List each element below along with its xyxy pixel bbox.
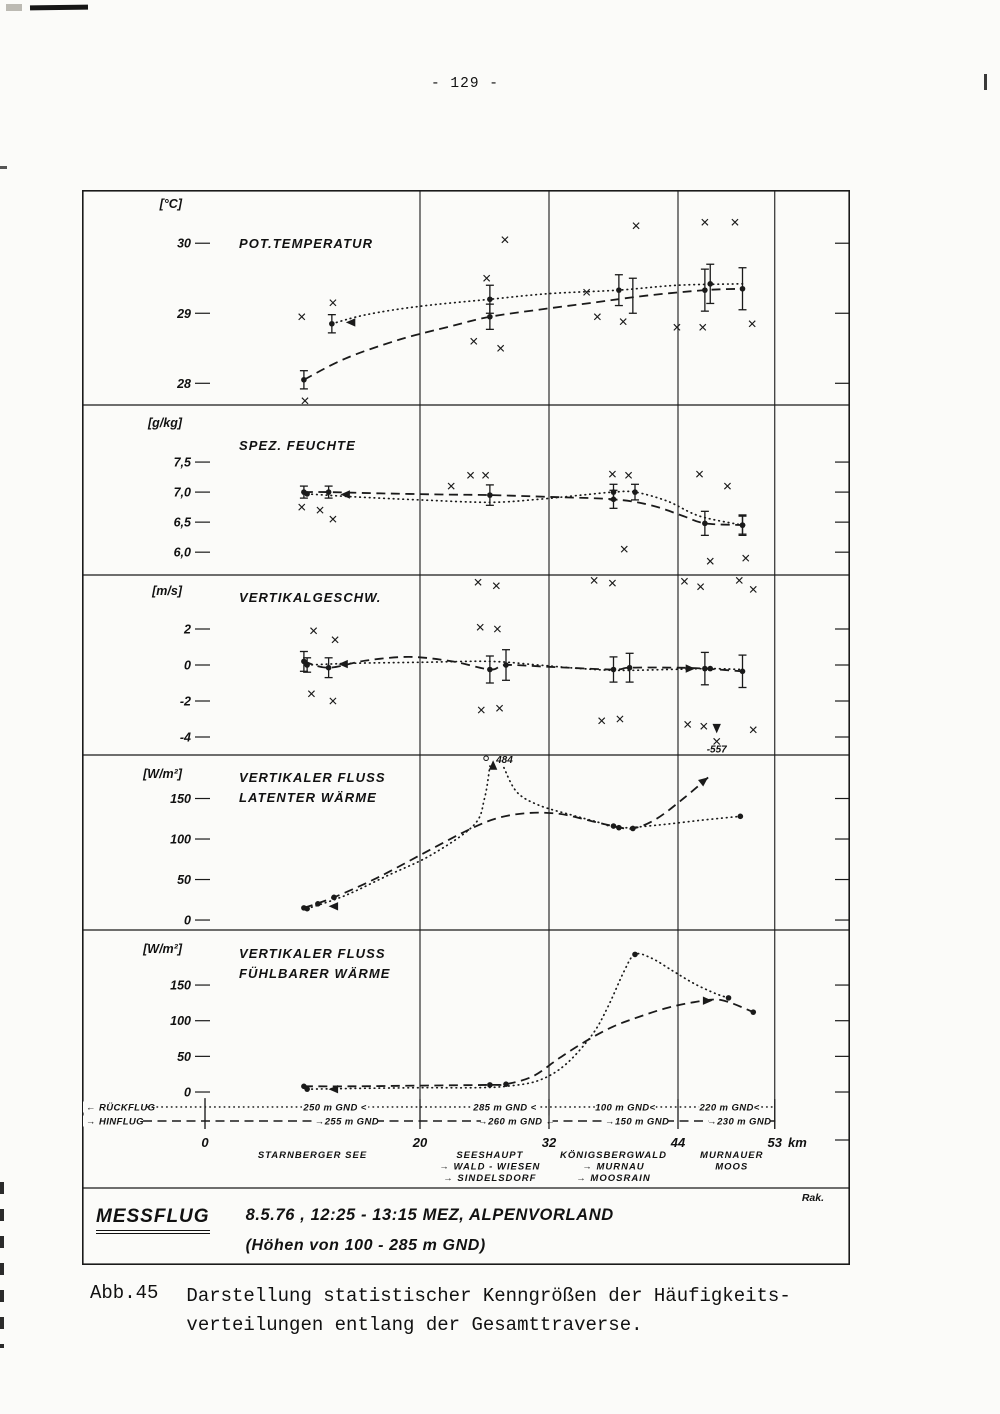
location-label [560,1150,667,1184]
axis-unit-label: [m/s] [152,584,182,598]
panel-pot-temperatur [159,197,849,404]
legend-label: 100 m GND< [595,1102,656,1114]
caption-label: Abb.45 [90,1282,159,1304]
series-hinflug [301,997,756,1090]
messflug-block [96,1206,614,1255]
caption-line2: verteilungen entlang der Gesamttraverse. [186,1313,643,1336]
x-axis-unit: km [788,1135,807,1150]
x-axis-tick-label: 32 [541,1135,557,1150]
legend-label: →150 m GND [605,1116,670,1128]
caption-line1: Darstellung statistischer Kenngrößen der Häufigkeits- [186,1285,791,1307]
data-point [702,521,708,527]
location-line: → WALD - WIESEN [439,1161,541,1173]
data-point [487,492,493,498]
data-point [487,314,493,320]
data-point [627,665,633,671]
figure-plot [82,190,850,1265]
panel-title: LATENTER WÄRME [239,790,377,805]
location-line: → MOOSRAIN [576,1173,651,1184]
panel-title: VERTIKALGESCHW. [239,590,382,605]
y-tick-label: 150 [170,792,191,807]
panel-spez-feuchte [82,405,850,564]
scan-artifact [0,1182,4,1348]
series-line [304,289,743,380]
data-point [487,667,493,673]
series-line [307,766,490,909]
data-point [611,667,617,673]
location-line: KÖNIGSBERGWALD [560,1150,667,1161]
annotation-484 [484,755,513,769]
scan-artifact [6,4,22,11]
location-label [700,1150,763,1173]
messflug-details [246,1206,614,1255]
data-point [740,286,746,292]
arrowhead-up-right [698,774,711,786]
y-tick-label: 29 [177,306,191,321]
y-tick-label: 50 [177,873,191,888]
data-point [304,491,310,497]
x-axis-tick-label: 20 [412,1135,428,1150]
data-point [740,522,746,528]
data-point [304,906,310,912]
legend-label: →255 m GND [314,1116,379,1128]
caption-text [186,1282,790,1339]
data-point [726,995,732,1001]
series-rueckflug [304,766,743,911]
arrowhead-down [713,724,721,734]
data-point [329,321,335,327]
figure-abb45 [82,190,850,1265]
location-line: STARNBERGER SEE [257,1150,368,1161]
data-point [304,1086,310,1092]
panel-title: POT.TEMPERATUR [239,236,374,251]
arrowhead-left [329,902,339,910]
y-tick-label: 150 [170,978,191,993]
arrowhead-left [346,318,356,326]
annotation--557 [707,724,727,756]
data-point [616,825,622,831]
axis-unit-label: [W/m²] [143,767,182,781]
y-tick-label: -2 [179,694,191,709]
x-axis-tick-label: 53 [767,1135,782,1150]
y-tick-label: 7,0 [173,485,191,500]
location-label [258,1150,367,1161]
series-rueckflug [304,484,746,534]
data-point [707,666,713,672]
data-point [702,287,708,293]
panel-latente-waerme [82,755,850,928]
y-tick-label: 6,5 [173,515,191,530]
y-tick-label: 28 [177,376,191,391]
data-point [326,489,332,495]
scan-artifact [984,74,987,90]
panel-title: SPEZ. FEUCHTE [239,438,356,453]
legend-label: →230 m GND [707,1116,772,1128]
x-axis-tick-label: 0 [201,1135,209,1150]
series-line [304,999,753,1086]
series-line [504,768,741,828]
data-point [487,296,493,302]
series-rueckflug [328,264,743,333]
y-tick-label: 0 [184,658,191,673]
data-point [632,952,638,958]
y-tick-label: 0 [184,1085,191,1100]
messflug-label: MESSFLUG [96,1206,210,1234]
annotation-text: -557 [706,744,727,756]
data-point [740,669,746,675]
y-tick-label: -4 [179,730,191,745]
series-line [332,284,743,324]
legend-label: 220 m GND< [699,1102,760,1114]
legend-label: → HINFLUG [86,1116,144,1128]
data-point [301,377,307,383]
panel-fuehlbare-waerme [82,930,850,1100]
page-number: - 129 - [431,76,499,92]
legend-row-rueckflug [83,1102,776,1114]
y-tick-label: 7,5 [173,455,191,470]
legend-label: ← RÜCKFLUG [86,1102,156,1114]
legend-label: 250 m GND < [303,1102,367,1114]
data-point [611,489,617,495]
messflug-line2: (Höhen von 100 - 285 m GND) [245,1237,486,1254]
x-axis-tick-label: 44 [670,1135,686,1150]
data-point [326,665,332,671]
legend-label: 285 m GND < [473,1102,537,1114]
location-label [439,1150,540,1184]
arrowhead-left [340,490,350,498]
y-tick-label: 0 [184,913,191,928]
scan-artifact [0,166,7,169]
data-point [616,287,622,293]
location-line: MOOS [715,1161,749,1173]
figure-caption [90,1282,791,1339]
data-point [503,662,509,668]
data-point [632,489,638,495]
y-tick-label: 30 [177,236,191,251]
axis-unit-label: [g/kg] [147,416,182,430]
y-tick-label: 100 [170,832,191,847]
y-tick-label: 2 [184,622,191,637]
panel-title: VERTIKALER FLUSS [239,770,386,785]
messflug-line1: 8.5.76 , 12:25 - 13:15 MEZ, ALPENVORLAND [245,1206,614,1224]
legend-row-hinflug [83,1116,776,1128]
panel-title: VERTIKALER FLUSS [239,946,386,961]
figure-credit: Rak. [801,1192,824,1204]
axis-unit-label: [W/m²] [143,942,182,956]
y-tick-label: 100 [170,1014,191,1029]
data-point [738,814,744,820]
location-line: → MURNAU [582,1161,645,1173]
y-tick-label: 6,0 [173,545,191,560]
arrowhead-right [686,664,696,672]
series-hinflug [300,650,747,688]
data-point [750,1009,756,1015]
data-point [707,281,713,287]
location-line: SEESHAUPT [456,1150,524,1161]
y-tick-label: 50 [177,1049,191,1064]
annotation-text: 484 [496,755,513,767]
location-line: MURNAUER [700,1150,764,1161]
legend-label: →260 m GND ← [478,1116,556,1128]
location-line: → SINDELSDORF [443,1173,537,1184]
arrowhead-right [703,997,713,1005]
panel-vertikalgeschw [82,575,850,755]
data-point [630,826,636,832]
panel-title: FÜHLBARER WÄRME [239,966,391,981]
data-point [304,662,310,668]
scan-artifact [30,5,88,11]
series-hinflug [300,485,747,535]
axis-unit-label: [°C] [159,197,182,211]
